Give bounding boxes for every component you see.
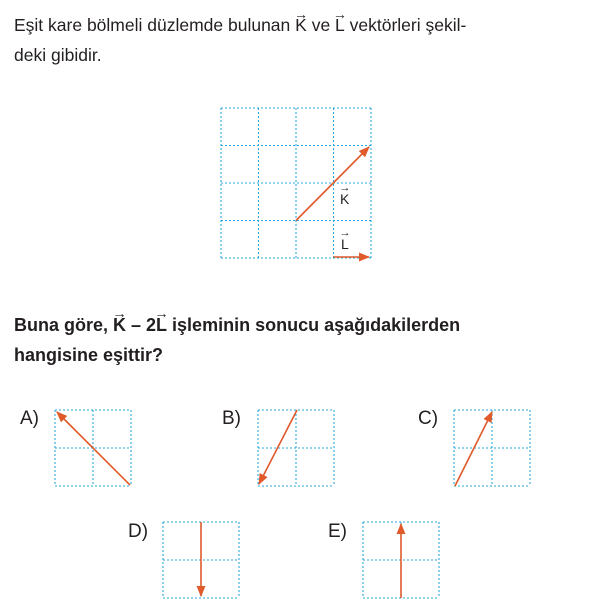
- vector-l-symbol: → L: [335, 10, 345, 40]
- figure-label-l: → L: [341, 236, 349, 252]
- question-minus: – 2: [126, 315, 157, 335]
- intro-text-2: ve: [306, 15, 336, 35]
- intro-text-4: deki gibidir.: [14, 45, 102, 65]
- option-a-label[interactable]: A): [20, 408, 39, 429]
- question-text-2: işleminin sonucu aşağıdakilerden: [167, 315, 461, 335]
- figure-label-k: → K: [340, 191, 349, 207]
- option-d-label[interactable]: D): [128, 521, 149, 542]
- option-d-grid[interactable]: [163, 522, 239, 598]
- option-c-label[interactable]: C): [418, 408, 439, 429]
- question-vector-k: → K: [113, 310, 126, 340]
- option-b-arrow: [259, 410, 297, 484]
- option-a-grid[interactable]: [55, 410, 131, 486]
- intro-text-1: Eşit kare bölmeli düzlemde bulunan: [14, 15, 296, 35]
- vector-k-symbol: → K: [295, 10, 307, 40]
- question-text-3: hangisine eşittir?: [14, 345, 164, 365]
- option-e-label[interactable]: E): [328, 521, 347, 542]
- question-text-1: Buna göre,: [14, 315, 114, 335]
- intro-text-3: vektörleri şekil-: [344, 15, 467, 35]
- option-b-label[interactable]: B): [222, 408, 241, 429]
- option-b-grid[interactable]: [258, 410, 334, 486]
- option-c-grid[interactable]: [454, 410, 530, 486]
- option-c-arrow: [455, 412, 492, 486]
- option-e-grid[interactable]: [363, 522, 439, 598]
- question-vector-l: → L: [156, 310, 167, 340]
